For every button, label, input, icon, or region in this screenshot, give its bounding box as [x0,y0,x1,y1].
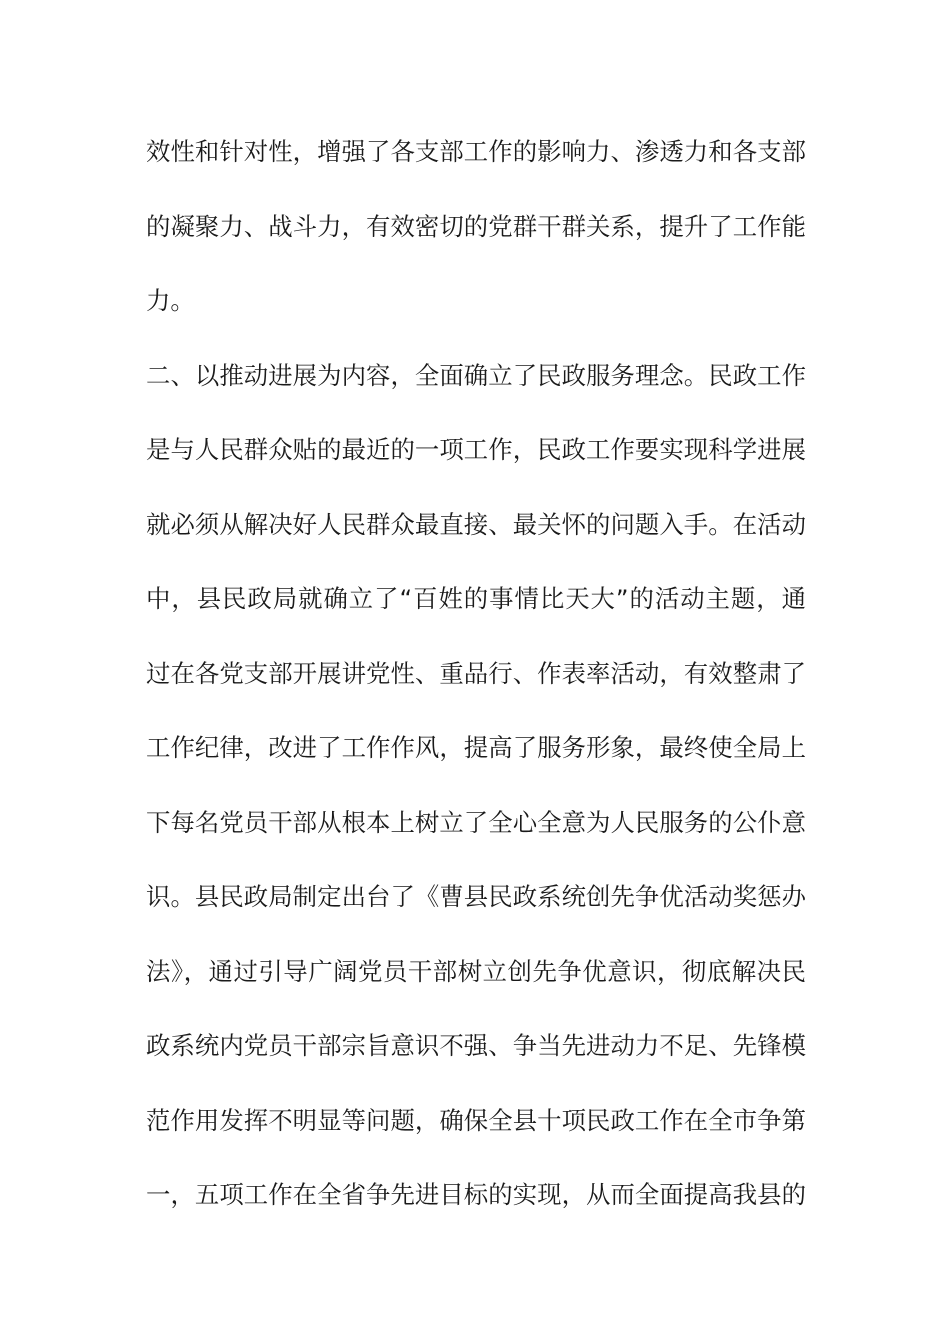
text-line: 政系统内党员干部宗旨意识不强、争当先进动力不足、先锋模 [146,1031,806,1060]
text-line: 就必须从解决好人民群众最直接、最关怀的问题入手。在活动 [146,509,806,539]
text-line: 中，县民政局就确立了“百姓的事情比天大”的活动主题，通 [146,584,806,613]
document-body [146,126,806,1244]
text-line: 一，五项工作在全省争先进目标的实现，从而全面提高我县的 [146,1180,806,1209]
text-line: 工作纪律，改进了工作作风，提高了服务形象，最终使全局上 [146,733,806,762]
text-line: 的凝聚力、战斗力，有效密切的党群干群关系，提升了工作能 [146,211,806,241]
text-line: 过在各党支部开展讲党性、重品行、作表率活动，有效整肃了 [146,658,806,688]
text-line: 是与人民群众贴的最近的一项工作，民政工作要实现科学进展 [146,435,806,464]
text-line: 力。 [146,286,195,315]
text-line: 法》，通过引导广阔党员干部树立创先争优意识，彻底解决民 [146,956,806,986]
text-line: 下每名党员干部从根本上树立了全心全意为人民服务的公仆意 [146,807,806,837]
text-line: 效性和针对性，增强了各支部工作的影响力、渗透力和各支部 [146,137,806,166]
text-line: 二、以推动进展为内容，全面确立了民政服务理念。民政工作 [146,360,806,390]
text-line: 识。县民政局制定出台了《曹县民政系统创先争优活动奖惩办 [146,882,806,911]
text-line: 范作用发挥不明显等问题，确保全县十项民政工作在全市争第 [146,1105,806,1135]
